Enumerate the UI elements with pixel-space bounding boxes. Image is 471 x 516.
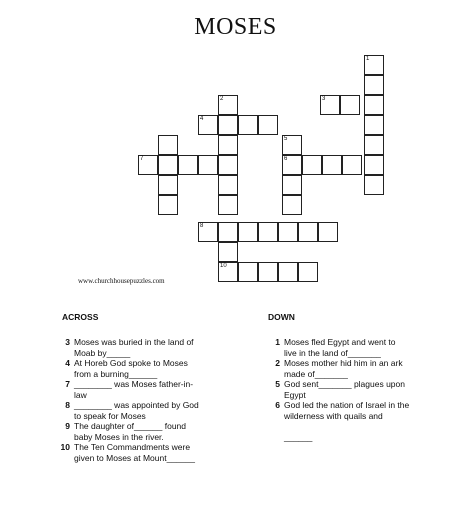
grid-cell[interactable] — [322, 155, 342, 175]
grid-cell[interactable] — [138, 155, 158, 175]
cell-number: 3 — [322, 96, 326, 102]
grid-cell[interactable] — [258, 262, 278, 282]
grid-cell[interactable] — [340, 95, 360, 115]
grid-cell[interactable] — [158, 135, 178, 155]
grid-cell[interactable] — [218, 135, 238, 155]
grid-cell[interactable] — [238, 262, 258, 282]
cell-number: 4 — [200, 116, 204, 122]
grid-cell[interactable] — [282, 175, 302, 195]
grid-cell[interactable] — [198, 222, 218, 242]
cell-number: 6 — [284, 156, 288, 162]
grid-cell[interactable] — [218, 242, 238, 262]
grid-cell[interactable] — [218, 195, 238, 215]
grid-cell[interactable] — [238, 115, 258, 135]
grid-cell[interactable] — [158, 155, 178, 175]
grid-cell[interactable] — [282, 135, 302, 155]
grid-cell[interactable] — [258, 115, 278, 135]
grid-cell[interactable] — [198, 115, 218, 135]
grid-cell[interactable] — [218, 175, 238, 195]
grid-cell[interactable] — [218, 262, 238, 282]
clue-item: 9 The daughter of______ found baby Moses in the river. — [65, 421, 187, 442]
grid-cell[interactable] — [282, 155, 302, 175]
grid-cell[interactable] — [218, 155, 238, 175]
grid-cell[interactable] — [238, 222, 258, 242]
across-clues — [56, 337, 246, 463]
grid-cell[interactable] — [278, 222, 298, 242]
grid-cell[interactable] — [298, 222, 318, 242]
grid-cell[interactable] — [364, 55, 384, 75]
cell-number: 2 — [220, 96, 224, 102]
grid-cell[interactable] — [158, 175, 178, 195]
source-url: www.churchhousepuzzles.com — [78, 277, 165, 285]
grid-cell[interactable] — [198, 155, 218, 175]
grid-cell[interactable] — [320, 95, 340, 115]
grid-cell[interactable] — [364, 135, 384, 155]
clue-item: 6 God led the nation of Israel in the wilderness with quails and ______ — [275, 400, 410, 442]
clue-item: 4 At Horeb God spoke to Moses from a burning______ — [65, 358, 188, 379]
grid-cell[interactable] — [364, 175, 384, 195]
down-clues — [266, 337, 456, 442]
cell-number: 1 — [366, 56, 370, 62]
grid-cell[interactable] — [218, 222, 238, 242]
cell-number: 8 — [200, 223, 204, 229]
grid-cell[interactable] — [364, 75, 384, 95]
grid-cell[interactable] — [258, 222, 278, 242]
grid-cell[interactable] — [282, 195, 302, 215]
down-heading: DOWN — [268, 312, 295, 322]
grid-cell[interactable] — [342, 155, 362, 175]
clue-item: 10 The Ten Commandments were given to Moses at Mount______ — [60, 442, 195, 463]
clue-item: 5 God sent_______ plagues upon Egypt — [275, 379, 405, 400]
clue-item: 3 Moses was buried in the land of Moab by_____ — [65, 337, 194, 358]
grid-cell[interactable] — [178, 155, 198, 175]
grid-cell[interactable] — [218, 115, 238, 135]
clue-item: 7 ________ was Moses father-in- law — [65, 379, 194, 400]
grid-cell[interactable] — [364, 115, 384, 135]
grid-cell[interactable] — [158, 195, 178, 215]
puzzle-title: MOSES — [194, 14, 277, 40]
across-heading: ACROSS — [62, 312, 99, 322]
grid-cell[interactable] — [298, 262, 318, 282]
clue-item: 2 Moses mother hid him in an ark made of_______ — [275, 358, 403, 379]
grid-cell[interactable] — [318, 222, 338, 242]
grid-cell[interactable] — [364, 95, 384, 115]
cell-number: 10 — [220, 263, 227, 269]
grid-cell[interactable] — [278, 262, 298, 282]
cell-number: 7 — [140, 156, 144, 162]
clue-item: 8 ________ was appointed by God to speak for Moses — [65, 400, 199, 421]
cell-number: 5 — [284, 136, 288, 142]
grid-cell[interactable] — [218, 95, 238, 115]
grid-cell[interactable] — [302, 155, 322, 175]
grid-cell[interactable] — [364, 155, 384, 175]
clue-item: 1 Moses fled Egypt and went to live in the land of_______ — [275, 337, 396, 358]
